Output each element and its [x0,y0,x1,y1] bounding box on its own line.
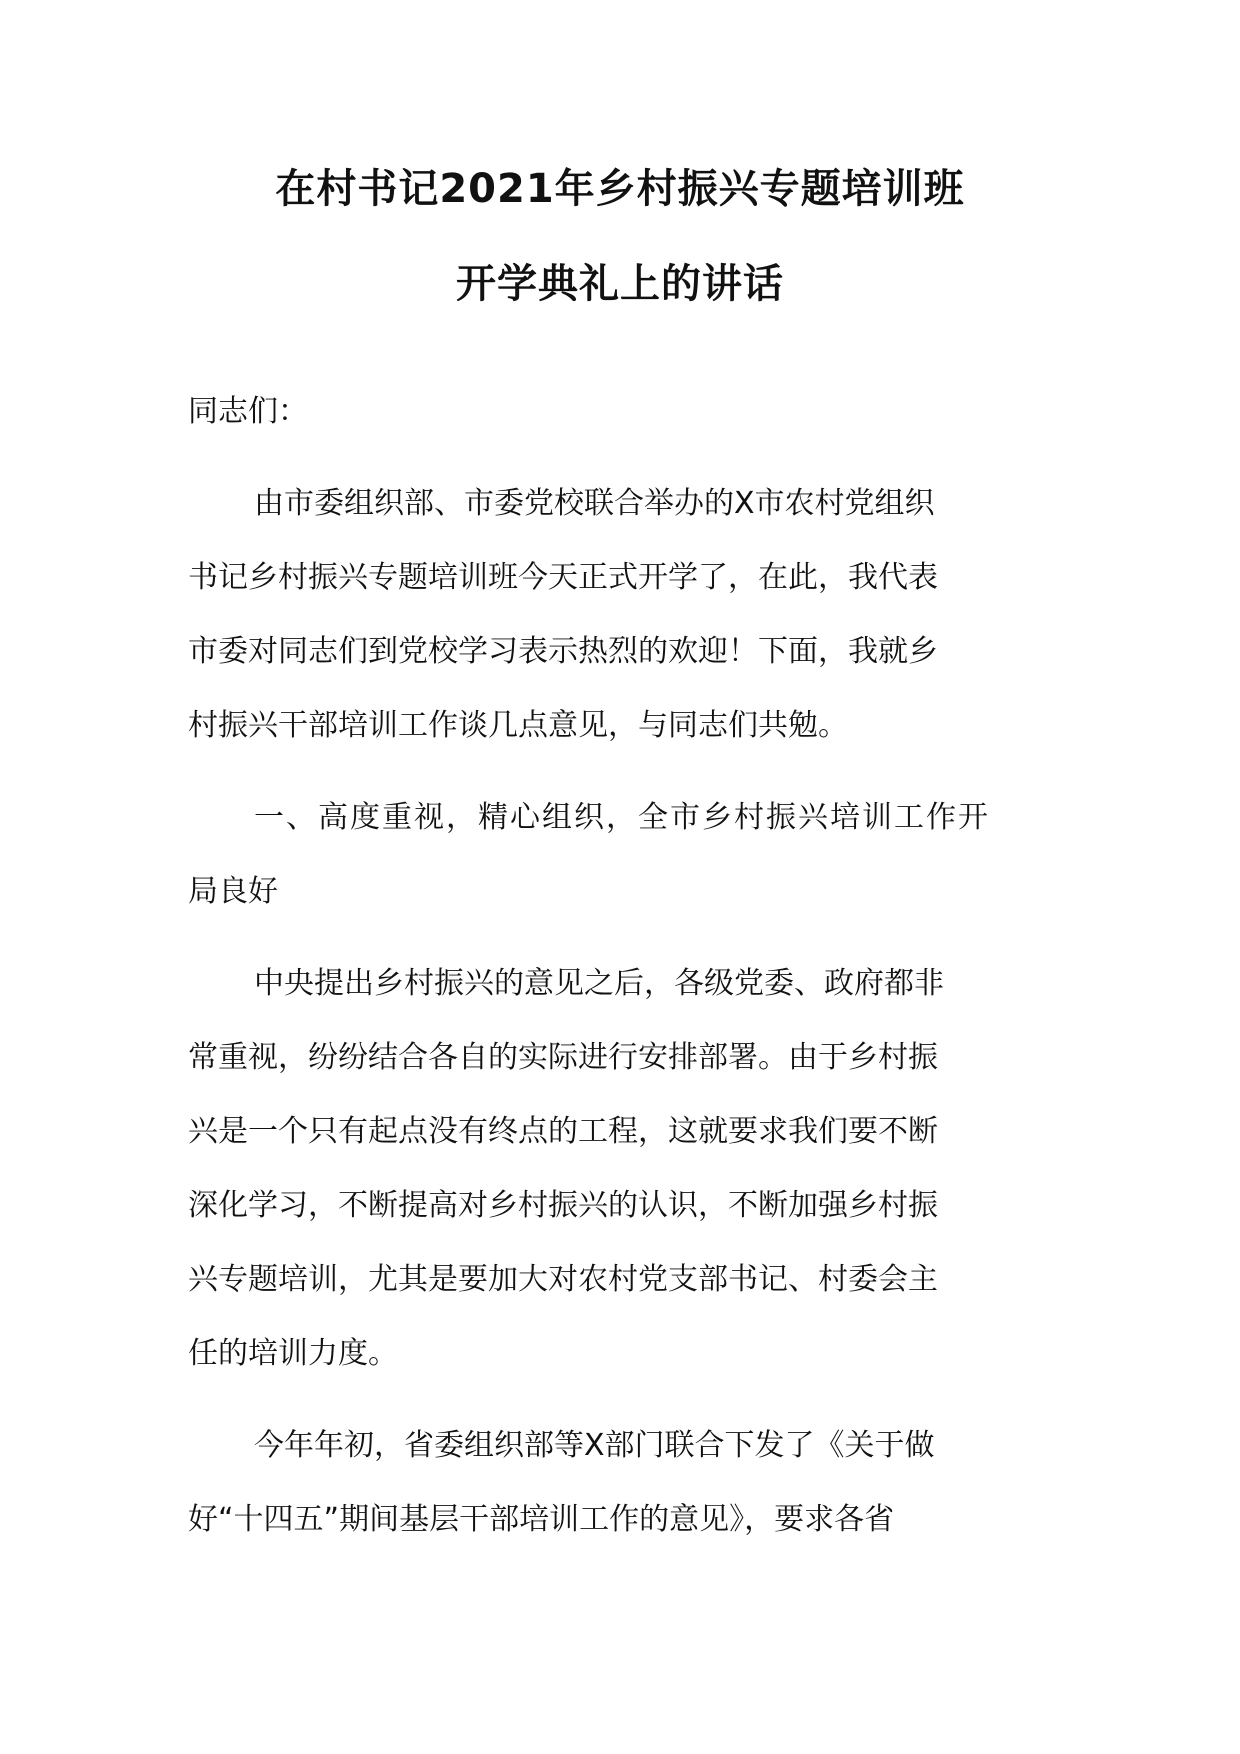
title-line-2: 开学典礼上的讲话 [456,261,784,307]
paragraph-line: 常重视，纷纷结合各自的实际进行安排部署。由于乡村振 [188,1040,938,1075]
paragraph-1 [188,467,1058,763]
paragraph-2 [188,947,1058,1391]
paragraph-line: 兴专题培训，尤其是要加大对农村党支部书记、村委会主 [188,1262,938,1297]
section-heading-1 [188,781,1058,929]
paragraph-line: 今年年初，省委组织部等X部门联合下发了《关于做 [254,1428,935,1463]
paragraph-line: 村振兴干部培训工作谈几点意见，与同志们共勉。 [188,708,848,743]
paragraph-line: 兴是一个只有起点没有终点的工程，这就要求我们要不断 [188,1114,938,1149]
title-line-1: 在村书记2021年乡村振兴专题培训班 [275,166,965,212]
section-heading-line: 一、高度重视，精心组织，全市乡村振兴培训工作开 [254,800,990,835]
paragraph-line: 市委对同志们到党校学习表示热烈的欢迎！下面，我就乡 [188,634,938,669]
paragraph-line: 好“十四五”期间基层干部培训工作的意见》，要求各省 [188,1502,895,1537]
paragraph-line: 由市委组织部、市委党校联合举办的X市农村党组织 [254,486,935,521]
paragraph-3 [188,1409,1058,1557]
paragraph-line: 中央提出乡村振兴的意见之后，各级党委、政府都非 [254,966,944,1001]
salutation: 同志们： [188,394,308,429]
paragraph-line: 书记乡村振兴专题培训班今天正式开学了，在此，我代表 [188,560,938,595]
document-title [0,165,1240,308]
paragraph-line: 任的培训力度。 [188,1336,398,1371]
section-heading-line: 局良好 [188,874,278,909]
paragraph-line: 深化学习，不断提高对乡村振兴的认识，不断加强乡村振 [188,1188,938,1223]
document-body [188,375,1058,1557]
